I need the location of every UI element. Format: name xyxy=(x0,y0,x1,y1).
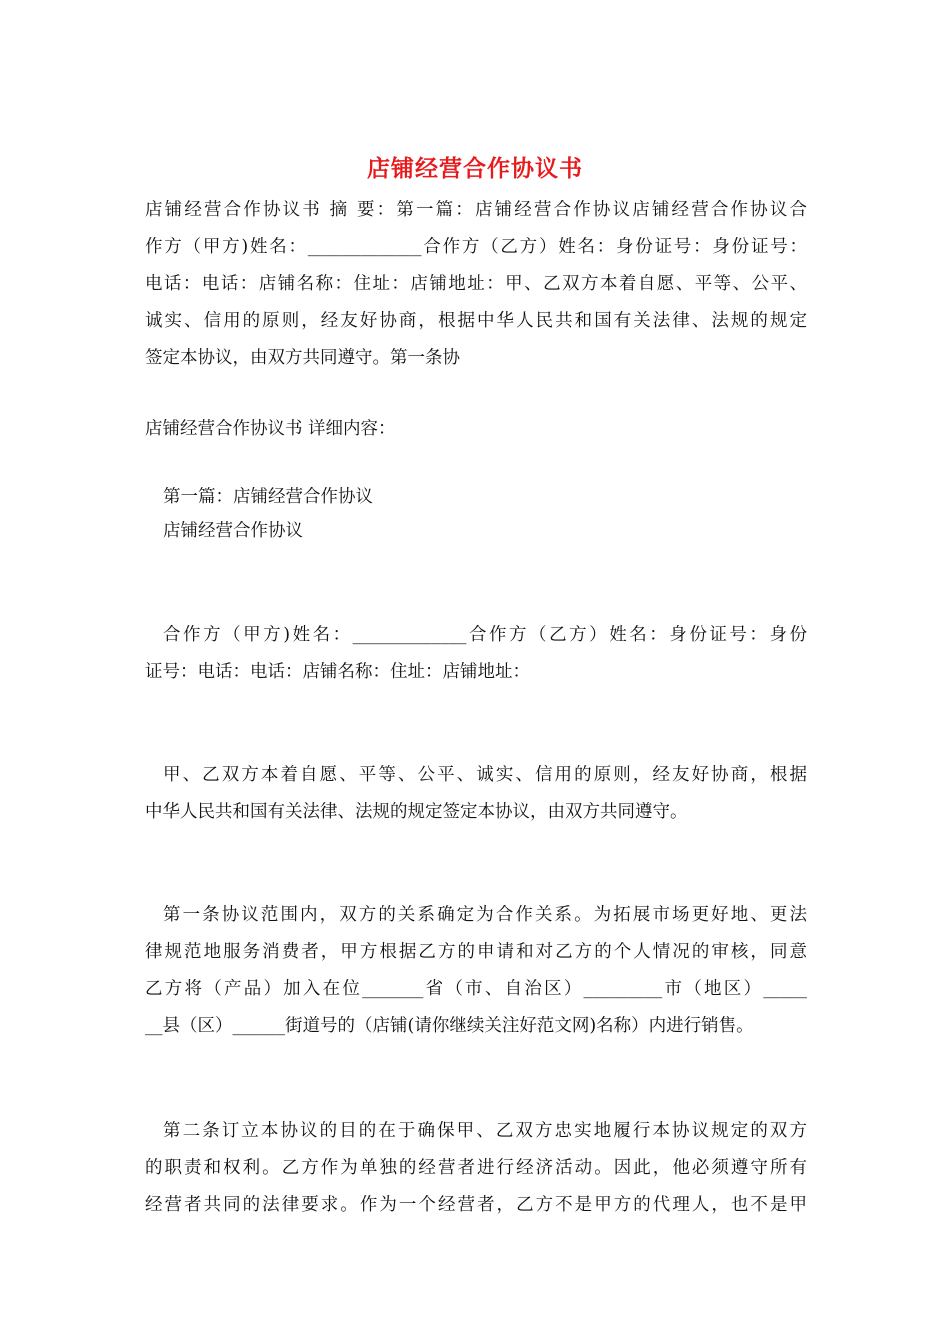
parties-line: 合作方（甲方)姓名：_____________合作方（乙方）姓名：身份证号：身份 xyxy=(163,625,807,645)
article-1-line: 律规范地服务消费者，甲方根据乙方的申请和对乙方的个人情况的审核，同意 xyxy=(145,942,807,962)
principle-paragraph xyxy=(145,757,807,831)
article-2-line: 经营者共同的法律要求。作为一个经营者，乙方不是甲方的代理人，也不是甲 xyxy=(145,1195,807,1215)
detail-heading: 店铺经营合作协议书 详细内容： xyxy=(145,419,396,439)
article-1-line: 乙方将（产品）加入在位_______省（市、自治区）_________市（地区）_____ xyxy=(145,979,807,999)
summary-line: 作方（甲方)姓名：_____________合作方（乙方）姓名：身份证号：身份证号： xyxy=(145,237,807,257)
section-subheading: 店铺经营合作协议 xyxy=(163,521,303,541)
parties-paragraph xyxy=(145,617,807,691)
summary-paragraph xyxy=(145,192,807,377)
summary-line: 店铺经营合作协议书 摘 要：第一篇：店铺经营合作协议店铺经营合作协议合 xyxy=(145,200,807,220)
article-2-line: 的职责和权利。乙方作为单独的经营者进行经济活动。因此，他必须遵守所有 xyxy=(145,1158,807,1178)
article-2-line: 第二条订立本协议的目的在于确保甲、乙双方忠实地履行本协议规定的双方 xyxy=(163,1121,807,1141)
article-1-line: __县（区）______街道号的（店铺(请你继续关注好范文网)名称）内进行销售。 xyxy=(145,1016,754,1036)
summary-line: 电话：电话：店铺名称：住址：店铺地址：甲、乙双方本着自愿、平等、公平、 xyxy=(145,274,807,294)
summary-line: 签定本协议，由双方共同遵守。第一条协 xyxy=(145,348,460,368)
principle-line: 甲、乙双方本着自愿、平等、公平、诚实、信用的原则，经友好协商，根据 xyxy=(163,765,807,785)
article-2-paragraph xyxy=(145,1113,807,1224)
summary-line: 诚实、信用的原则，经友好协商，根据中华人民共和国有关法律、法规的规定 xyxy=(145,311,807,331)
document-title: 店铺经营合作协议书 xyxy=(367,155,583,182)
parties-line: 证号：电话：电话：店铺名称：住址：店铺地址： xyxy=(145,662,530,682)
principle-line: 中华人民共和国有关法律、法规的规定签定本协议，由双方共同遵守。 xyxy=(145,802,688,822)
section-heading: 第一篇：店铺经营合作协议 xyxy=(163,487,373,507)
article-1-paragraph xyxy=(145,897,807,1045)
article-1-line: 第一条协议范围内，双方的关系确定为合作关系。为拓展市场更好地、更法 xyxy=(163,905,807,925)
